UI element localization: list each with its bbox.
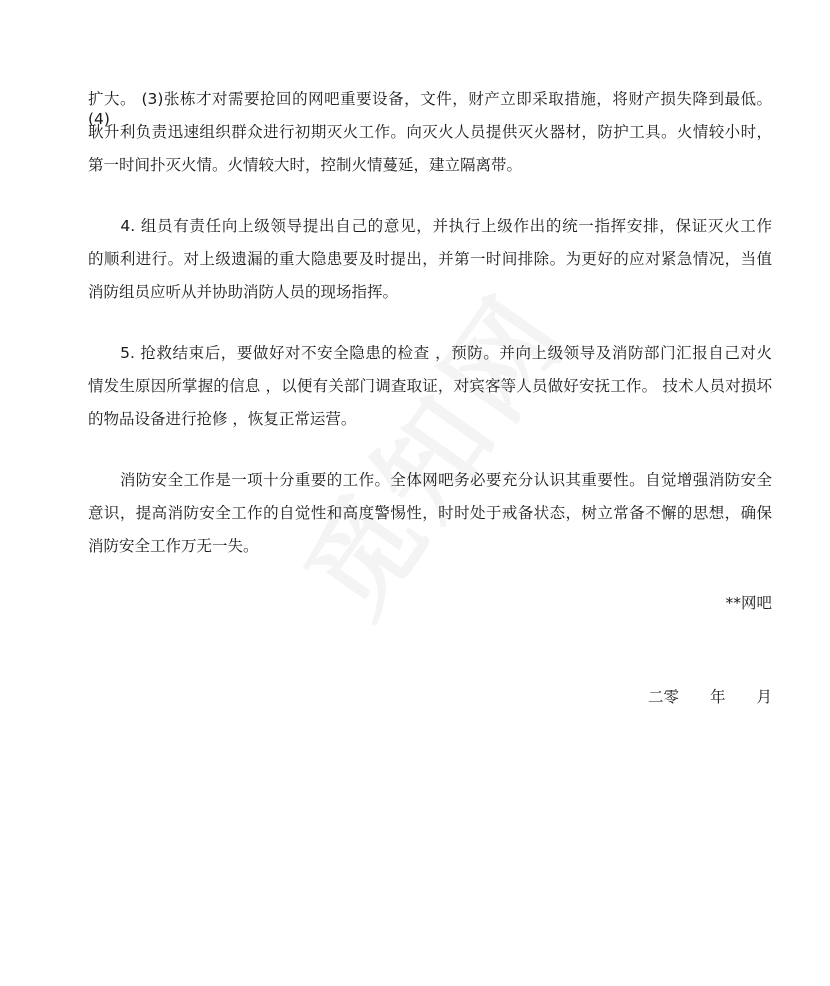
- text-line: 消防安全工作是一项十分重要的工作。全体网吧务必要充分认识其重要性。自觉增强消防安全: [88, 471, 772, 489]
- text-line: 消防安全工作万无一失。: [88, 537, 259, 555]
- text-line: 意识，提高消防安全工作的自觉性和高度警惕性，时时处于戒备状态，树立常备不懈的思想，确保: [88, 504, 772, 522]
- text-line: 的物品设备进行抢修 ，恢复正常运营。: [88, 410, 357, 428]
- text-line: 耿升利负责迅速组织群众进行初期灭火工作。向灭火人员提供灭火器材，防护工具。火情较小时，: [88, 123, 772, 141]
- date: 二零 年 月: [647, 688, 772, 706]
- text-line: 情发生原因所掌握的信息 ，以便有关部门调查取证，对宾客等人员做好安抚工作。 技术人员对损坏: [88, 377, 772, 395]
- text-line: 扩大。 (3)张栋才对需要抢回的网吧重要设备，文件，财产立即采取措施，将财产损失降到最低。 (4): [88, 90, 772, 128]
- text-line: 的顺利进行。对上级遗漏的重大隐患要及时提出，并第一时间排除。为更好的应对紧急情况，当值: [88, 250, 772, 268]
- text-line: 5. 抢救结束后，要做好对不安全隐患的检查 ，预防。并向上级领导及消防部门汇报自己对火: [88, 344, 772, 362]
- text-line: 消防组员应听从并协助消防人员的现场指挥。: [88, 283, 399, 301]
- signature: **网吧: [725, 594, 772, 612]
- watermark: [262, 256, 598, 642]
- text-line: 第一时间扑灭火情。火情较大时，控制火情蔓延，建立隔离带。: [88, 156, 523, 174]
- text-line: 4. 组员有责任向上级领导提出自己的意见，并执行上级作出的统一指挥安排，保证灭火工作: [88, 217, 772, 235]
